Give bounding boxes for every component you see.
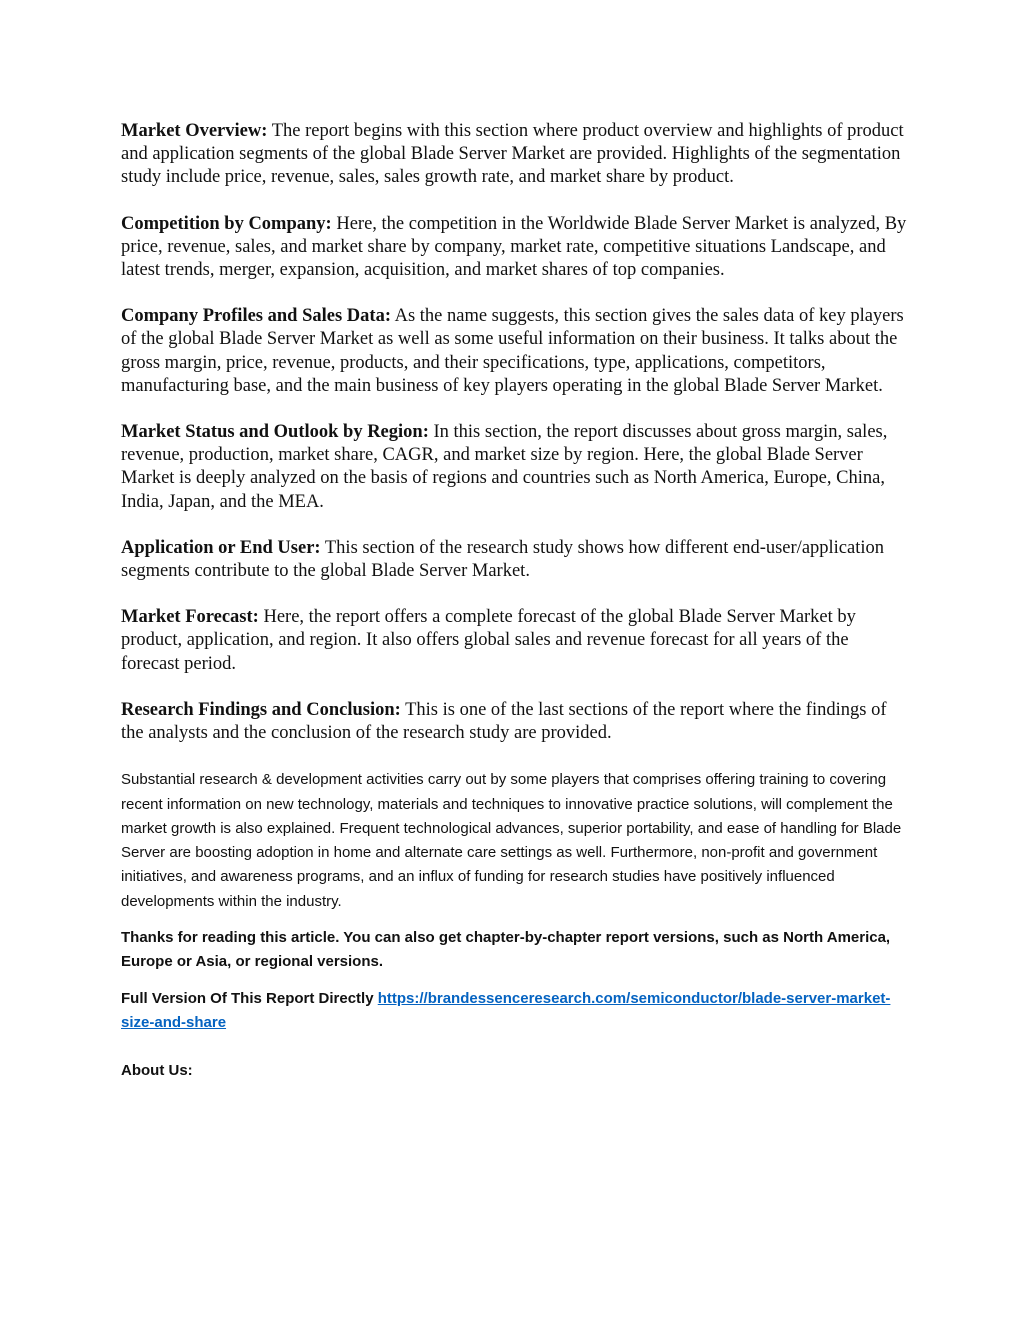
- section-heading: Market Forecast:: [121, 607, 259, 628]
- document-page: [121, 120, 911, 1084]
- section-text: Here, the competition in the Worldwide Blade Server Market is analyzed, By price, revenue, sales, and market share by company, market rate, competitive situations Landscape, and latest trends, merger, expansion, acquisition, and market shares of top companies.: [121, 213, 907, 281]
- full-version-label: Full Version Of This Report Directly: [121, 989, 378, 1007]
- section-text: This section of the research study shows how different end-user/application segments contribute to the global Blade Server Market.: [121, 537, 885, 582]
- section-heading: Company Profiles and Sales Data:: [121, 306, 391, 327]
- body-paragraph: Substantial research & development activities carry out by some players that comprises offering training to covering recent information on new technology, materials and techniques to innovative practice solutions, will complement the market growth is also explained. Frequent technological advances, superior portability, and ease of handling for Blade Server are boosting adoption in home and alternate care settings as well. Furthermore, non-profit and government initiatives, and awareness programs, and an influx of funding for research studies have positively influenced developments within the industry.: [121, 771, 902, 910]
- section-heading: Competition by Company:: [121, 213, 332, 234]
- section-text: This is one of the last sections of the report where the findings of the analysts and the conclusion of the research study are provided.: [121, 699, 887, 744]
- section-competition-by-company: [121, 213, 911, 283]
- section-text: Here, the report offers a complete forecast of the global Blade Server Market by product, application, and region. It also offers global sales and revenue forecast for all years of the forecast period.: [121, 607, 856, 674]
- section-heading: Research Findings and Conclusion:: [121, 699, 401, 720]
- section-market-overview: [121, 120, 911, 190]
- report-link[interactable]: https://brandessenceresearch.com/semiconductor/blade-server-market-size-and-share: [121, 989, 891, 1031]
- section-heading: Market Status and Outlook by Region:: [121, 422, 429, 443]
- section-text: As the name suggests, this section gives the sales data of key players of the global Blade Server Market as well as some useful information on their business. It talks about the gross margin, price, revenue, products, and their specifications, type, applications, competitors, manufacturing base, and the main business of key players operating in the global Blade Server Market.: [121, 306, 904, 396]
- about-us-heading: About Us:: [121, 1062, 193, 1080]
- section-heading: Application or End User:: [121, 537, 321, 558]
- thanks-paragraph: Thanks for reading this article. You can also get chapter-by-chapter report versions, such as North America, Europe or Asia, or regional versions.: [121, 929, 891, 971]
- section-application-end-user: [121, 537, 911, 583]
- section-text: In this section, the report discusses about gross margin, sales, revenue, production, market share, CAGR, and market size by region. Here, the global Blade Server Market is deeply analyzed on the basis of regions and countries such as North America, Europe, China, India, Japan, and the MEA.: [121, 422, 888, 512]
- section-research-findings: [121, 699, 911, 745]
- full-version-paragraph: [121, 987, 911, 1036]
- section-text: The report begins with this section where product overview and highlights of product and application segments of the global Blade Server Market are provided. Highlights of the segmentation study include price, revenue, sales, sales growth rate, and market share by product.: [121, 121, 904, 188]
- section-market-status-region: [121, 421, 911, 514]
- section-company-profiles: [121, 305, 911, 398]
- section-heading: Market Overview:: [121, 121, 268, 141]
- section-market-forecast: [121, 606, 911, 676]
